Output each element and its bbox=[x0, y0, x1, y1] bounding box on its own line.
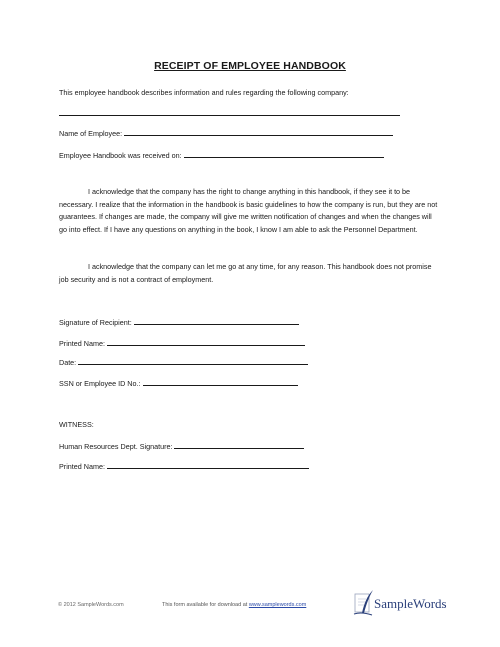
signature-row bbox=[59, 317, 299, 327]
quill-icon bbox=[352, 588, 376, 618]
paragraph-1-text: I acknowledge that the company has the right to change anything in this handbook, if they see it to be necessary. I realize that the information in the handbook is basic guidelines to how the company is run, but they are not guarantees. If changes are made, the company will give me written notification of changes and when the changes will go into effect. If I have any questions on anything in the book, I know I am able to ask the Personnel Department. bbox=[59, 187, 438, 234]
received-on-field[interactable] bbox=[184, 150, 384, 158]
printed-name-row bbox=[59, 338, 305, 348]
witness-printed-name-row bbox=[59, 461, 309, 471]
company-name-field[interactable] bbox=[59, 115, 400, 116]
footer-download-text: This form available for download at bbox=[162, 602, 248, 608]
date-label: Date: bbox=[59, 358, 77, 367]
hr-signature-label: Human Resources Dept. Signature: bbox=[59, 442, 173, 451]
witness-printed-name-field[interactable] bbox=[107, 461, 309, 469]
document-title: RECEIPT OF EMPLOYEE HANDBOOK bbox=[154, 60, 346, 72]
ssn-label: SSN or Employee ID No.: bbox=[59, 379, 141, 388]
samplewords-logo bbox=[352, 588, 452, 618]
received-on-label: Employee Handbook was received on: bbox=[59, 151, 182, 160]
employee-name-row bbox=[59, 128, 393, 138]
footer-link[interactable]: www.samplewords.com bbox=[248, 602, 307, 608]
acknowledgement-paragraph-1 bbox=[59, 186, 439, 236]
ssn-row bbox=[59, 378, 298, 388]
ssn-field[interactable] bbox=[143, 378, 298, 386]
hr-signature-row bbox=[59, 441, 304, 451]
date-row bbox=[59, 357, 308, 367]
received-on-row bbox=[59, 150, 384, 160]
employee-name-field[interactable] bbox=[124, 128, 393, 136]
signature-label: Signature of Recipient: bbox=[59, 318, 132, 327]
logo-text: SampleWords bbox=[374, 596, 447, 611]
printed-name-field[interactable] bbox=[107, 338, 305, 346]
hr-signature-field[interactable] bbox=[174, 441, 304, 449]
witness-printed-name-label: Printed Name: bbox=[59, 462, 105, 471]
intro-text: This employee handbook describes information and rules regarding the following company: bbox=[59, 88, 349, 97]
acknowledgement-paragraph-2 bbox=[59, 261, 439, 286]
date-field[interactable] bbox=[78, 357, 308, 365]
employee-name-label: Name of Employee: bbox=[59, 129, 123, 138]
witness-label: WITNESS: bbox=[59, 420, 94, 429]
footer-download-note bbox=[162, 602, 306, 608]
footer-copyright: © 2012 SampleWords.com bbox=[58, 602, 124, 608]
signature-field[interactable] bbox=[134, 317, 299, 325]
paragraph-2-text: I acknowledge that the company can let me go at any time, for any reason. This handbook does not promise job security and is not a contract of employment. bbox=[59, 262, 432, 284]
printed-name-label: Printed Name: bbox=[59, 339, 105, 348]
